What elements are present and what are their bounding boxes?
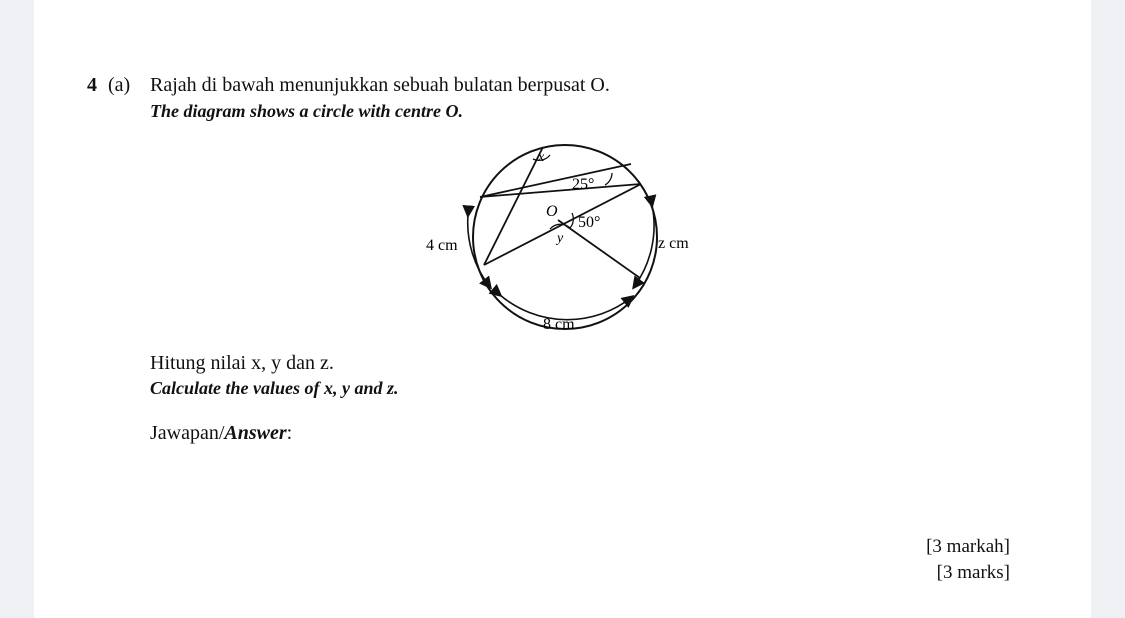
answer-label-colon: : <box>286 422 293 444</box>
malay-intro: Rajah di bawah menunjukkan sebuah bulatan berpusat O. <box>150 74 610 96</box>
label-angle-25: 25° <box>572 176 595 193</box>
label-8cm: 8 cm <box>543 316 575 333</box>
angle-arc-25 <box>605 173 612 185</box>
english-intro: The diagram shows a circle with centre O. <box>150 101 464 121</box>
task-malay: Hitung nilai x, y dan z. <box>150 352 334 374</box>
question-part: (a) <box>108 74 131 96</box>
question-number: 4 <box>87 74 97 96</box>
marks-english: [3 marks] <box>936 562 1010 583</box>
chord-3 <box>484 147 543 265</box>
label-4cm: 4 cm <box>426 237 458 254</box>
answer-label-malay: Jawapan/ <box>150 422 225 444</box>
label-zcm: z cm <box>658 235 689 252</box>
label-centre-o: O <box>546 203 558 220</box>
circle-outline <box>473 145 657 329</box>
answer-label <box>150 422 292 445</box>
label-y: y <box>557 231 564 246</box>
circle-diagram <box>400 125 720 350</box>
arc-4cm-arrow <box>468 215 490 287</box>
arc-zcm-arrow <box>634 205 654 287</box>
answer-label-english: Answer <box>224 422 287 444</box>
page-margin-left <box>0 0 34 618</box>
task-english: Calculate the values of x, y and z. <box>150 378 399 398</box>
marks-malay: [3 markah] <box>926 536 1010 557</box>
label-angle-50: 50° <box>578 214 601 231</box>
chord-2 <box>480 184 641 197</box>
label-x: x <box>538 150 545 165</box>
page-margin-right <box>1091 0 1125 618</box>
